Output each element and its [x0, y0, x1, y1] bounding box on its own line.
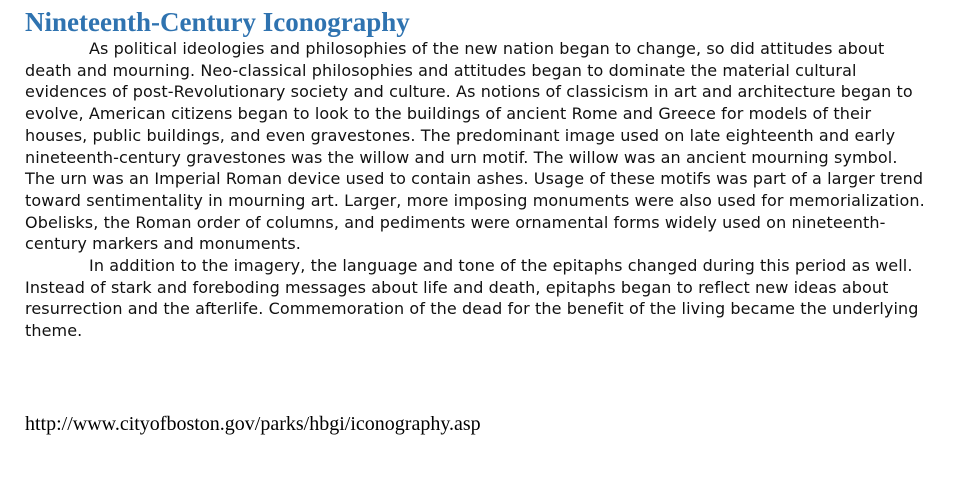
source-url[interactable]: http://www.cityofboston.gov/parks/hbgi/iconography.asp — [25, 413, 481, 435]
document-page — [25, 6, 930, 342]
paragraph-epitaphs: In addition to the imagery, the language and tone of the epitaphs changed during this period as well. Instead of stark and foreboding messages about life and death, epitaphs began to reflect new ideas about resurrection and the afterlife. Commemoration of the dead for the benefit of the living became the underlying theme. — [25, 256, 919, 341]
document-body — [25, 38, 930, 342]
paragraph-neoclassical: As political ideologies and philosophies of the new nation began to change, so did attitudes about death and mourning. Neo-classical philosophies and attitudes began to dominate the material cultural evidences of post-Revolutionary society and culture. As notions of classicism in art and architecture began to evolve, American citizens began to look to the buildings of ancient Rome and Greece for models of their houses, public buildings, and even gravestones. The predominant image used on late eighteenth and early nineteenth-century gravestones was the willow and urn motif. The willow was an ancient mourning symbol. The urn was an Imperial Roman device used to contain ashes. Usage of these motifs was part of a larger trend toward sentimentality in mourning art. Larger, more imposing monuments were also used for memorialization. Obelisks, the Roman order of columns, and pediments were ornamental forms widely used on nineteenth-century markers and monuments. — [25, 39, 925, 254]
document-title: Nineteenth-Century Iconography — [25, 7, 410, 37]
